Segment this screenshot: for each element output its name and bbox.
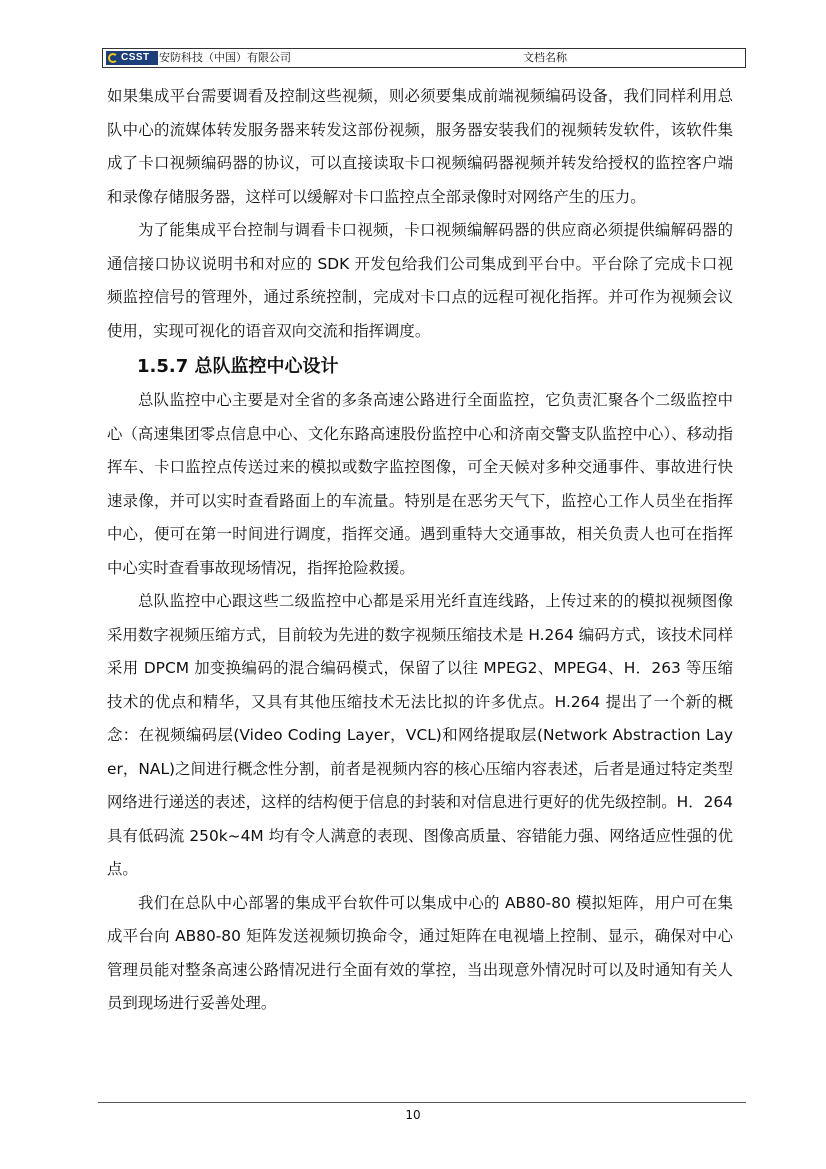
paragraph: 总队监控中心跟这些二级监控中心都是采用光纤直连线路，上传过来的的模拟视频图像采用数字视频压缩方式，目前较为先进的数字视频压缩技术是 H.264 编码方式，该技术同样采用 DPCM 加变换编码的混合编码模式，保留了以往 MPEG2、MPEG4、H．263 等压缩技术的优点和精华，又具有其他压缩技术无法比拟的许多优点。H.264 提出了一个新的概念：在视频编码层(Video Coding Layer，VCL)和网络提取层(Network Abstraction Layer，NAL)之间进行概念性分割，前者是视频内容的核心压缩内容表述，后者是通过特定类型网络进行递送的表述，这样的结构便于信息的封装和对信息进行更好的优先级控制。H．264 具有低码流 250k~4M 均有令人满意的表现、图像高质量、容错能力强、网络适应性强的优点。 xyxy=(107,592,733,878)
footer-divider xyxy=(98,1102,746,1103)
section-heading: 1.5.7 总队监控中心设计 xyxy=(137,356,339,377)
logo-swirl-icon xyxy=(108,53,118,63)
company-name: 安防科技（中国）有限公司 xyxy=(159,51,291,64)
document-name: 文档名称 xyxy=(523,51,567,64)
page-header xyxy=(102,48,746,68)
logo-text: CSST xyxy=(121,52,150,63)
paragraph: 为了能集成平台控制与调看卡口视频，卡口视频编解码器的供应商必须提供编解码器的通信接口协议说明书和对应的 SDK 开发包给我们公司集成到平台中。平台除了完成卡口视频监控信号的管理外，通过系统控制，完成对卡口点的远程可视化指挥。并可作为视频会议使用，实现可视化的语音双向交流和指挥调度。 xyxy=(107,221,733,340)
document-body xyxy=(107,80,733,1021)
company-logo xyxy=(106,51,158,65)
paragraph: 如果集成平台需要调看及控制这些视频，则必须要集成前端视频编码设备，我们同样利用总队中心的流媒体转发服务器来转发这部份视频，服务器安装我们的视频转发软件，该软件集成了卡口视频编码器的协议，可以直接读取卡口视频编码器视频并转发给授权的监控客户端和录像存储服务器，这样可以缓解对卡口监控点全部录像时对网络产生的压力。 xyxy=(107,87,733,206)
paragraph: 总队监控中心主要是对全省的多条高速公路进行全面监控，它负责汇聚各个二级监控中心（高速集团零点信息中心、文化东路高速股份监控中心和济南交警支队监控中心）、移动指挥车、卡口监控点传送过来的模拟或数字监控图像，可全天候对多种交通事件、事故进行快速录像，并可以实时查看路面上的车流量。特别是在恶劣天气下，监控心工作人员坐在指挥中心，便可在第一时间进行调度，指挥交通。遇到重特大交通事故，相关负责人也可在指挥中心实时查看事故现场情况，指挥抢险救援。 xyxy=(107,391,733,577)
paragraph: 我们在总队中心部署的集成平台软件可以集成中心的 AB80-80 模拟矩阵，用户可在集成平台向 AB80-80 矩阵发送视频切换命令，通过矩阵在电视墙上控制、显示，确保对中心管理员能对整条高速公路情况进行全面有效的掌控，当出现意外情况时可以及时通知有关人员到现场进行妥善处理。 xyxy=(107,893,733,1012)
page-number: 10 xyxy=(405,1108,421,1122)
